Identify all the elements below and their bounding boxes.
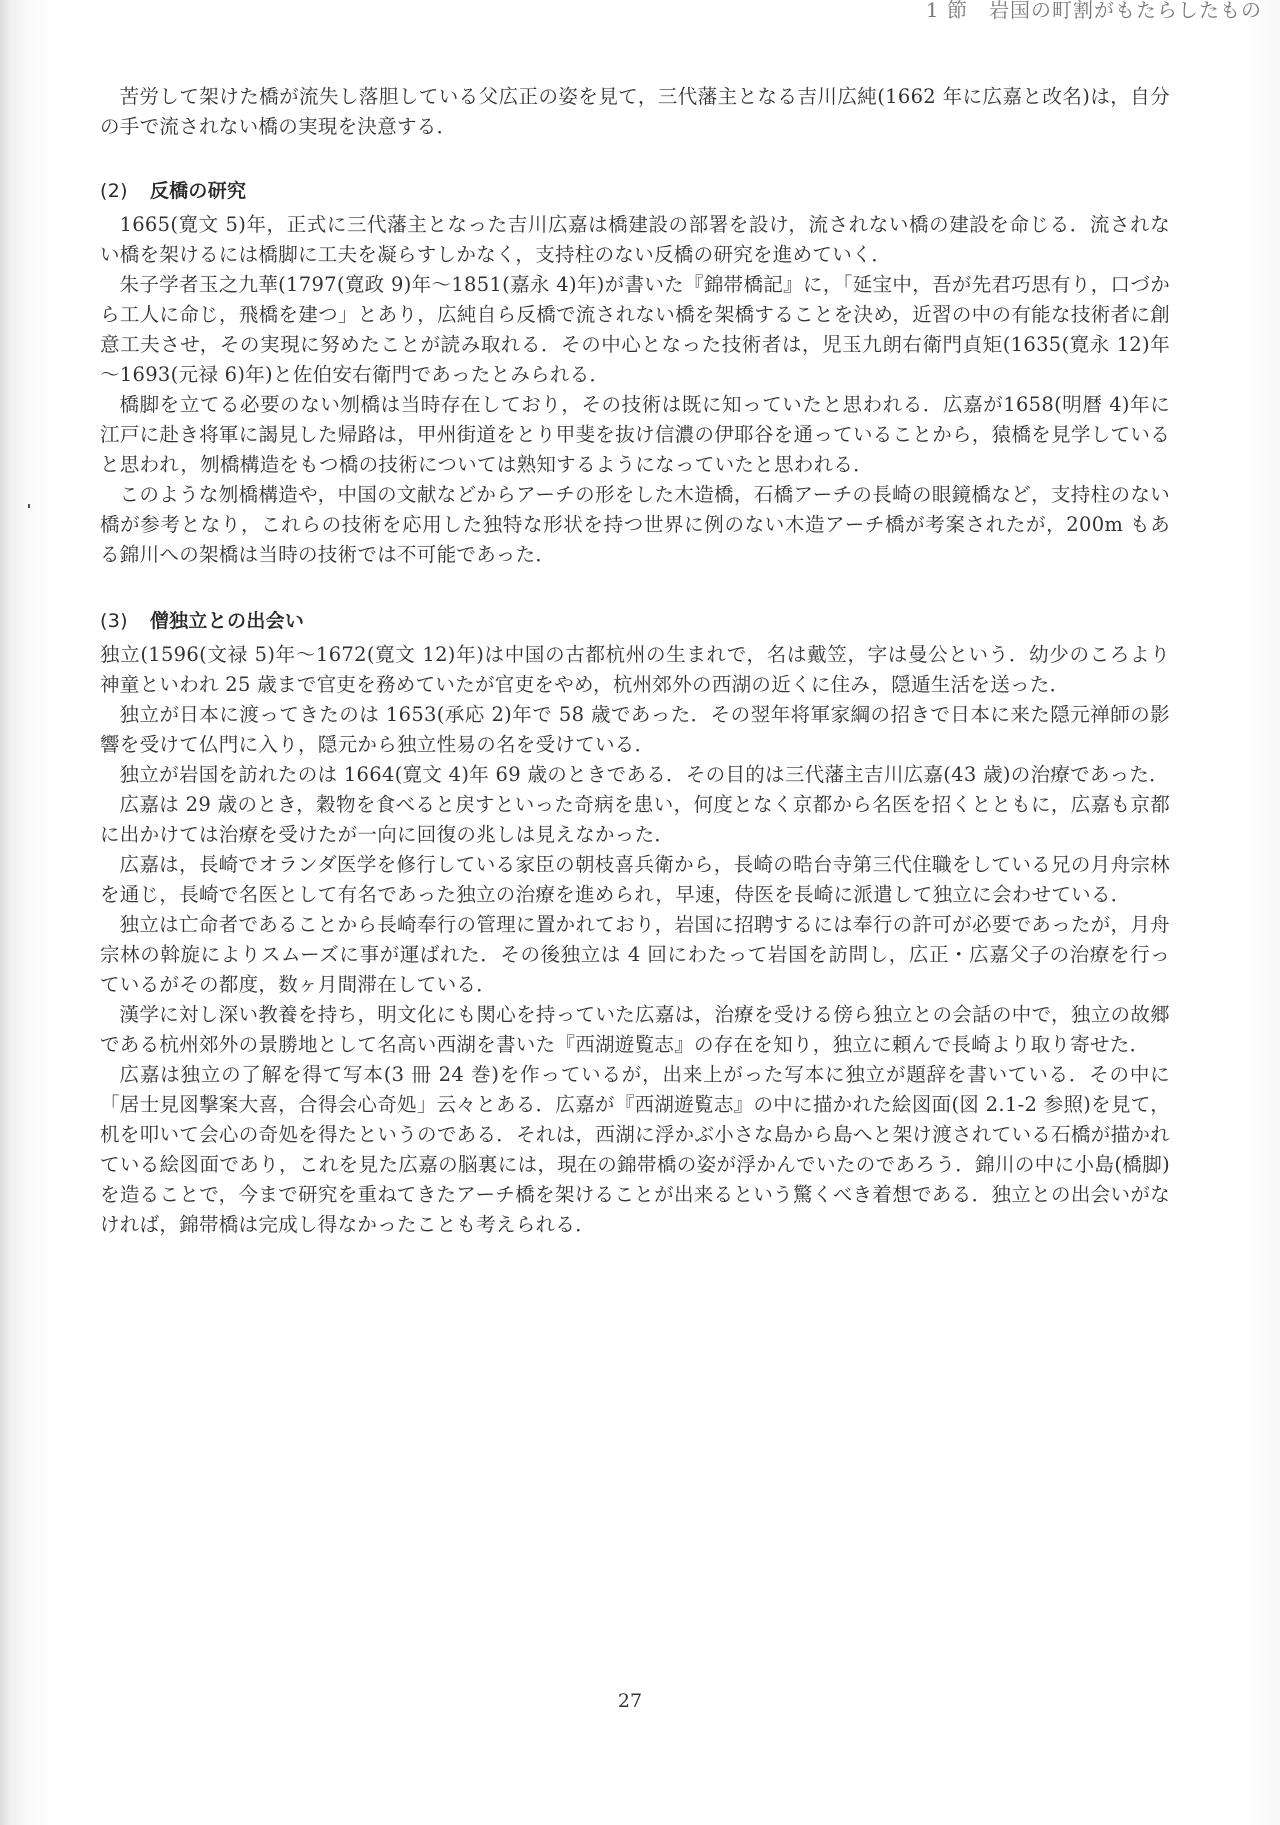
section-heading-2 xyxy=(100,176,1170,206)
section3-paragraph-8: 広嘉は独立の了解を得て写本(3 冊 24 巻)を作っているが，出来上がった写本に独立が題辞を書いている．その中に「居士見図撃案大喜，合得会心奇処」云々とある．広嘉が『西湖遊覧志』の中に描かれた絵図面(図 2.1-2 参照)を見て，机を叩いて会心の奇処を得たというのである．それは，西湖に浮かぶ小さな島から島へと架け渡されている石橋が描かれている絵図面であり，これを見た広嘉の脳裏には，現在の錦帯橋の姿が浮かんでいたのであろう．錦川の中に小島(橋脚)を造ることで，今まで研究を重ねてきたアーチ橋を架けることが出来るという驚くべき着想である．独立との出会いがなければ，錦帯橋は完成し得なかったことも考えられる． xyxy=(100,1063,1170,1236)
section-heading-3 xyxy=(100,606,1170,636)
page-number: 27 xyxy=(617,1690,643,1712)
margin-mark xyxy=(28,504,30,508)
section3-paragraph-3: 独立が岩国を訪れたのは 1664(寛文 4)年 69 歳のときである．その目的は三代藩主吉川広嘉(43 歳)の治療であった． xyxy=(119,763,1169,786)
section-title: 僧独立との出会い xyxy=(149,610,305,632)
section3-paragraph-6: 独立は亡命者であることから長崎奉行の管理に置かれており，岩国に招聘するには奉行の許可が必要であったが，月舟宗林の斡旋によりスムーズに事が運ばれた．その後独立は 4 回にわたって岩国を訪問し，広正・広嘉父子の治療を行っているがその都度，数ヶ月間滞在している． xyxy=(100,913,1170,996)
running-header: 1 節 岩国の町割がもたらしたもの xyxy=(925,0,1262,22)
section2-paragraph-4: このような刎橋構造や，中国の文献などからアーチの形をした木造橋，石橋アーチの長崎の眼鏡橋など，支持柱のない橋が参考となり，これらの技術を応用した独特な形状を持つ世界に例のない木造アーチ橋が考案されたが，200m もある錦川への架橋は当時の技術では不可能であった． xyxy=(100,483,1170,566)
section3-paragraph-7: 漢学に対し深い教養を持ち，明文化にも関心を持っていた広嘉は，治療を受ける傍ら独立との会話の中で，独立の故郷である杭州郊外の景勝地として名高い西湖を書いた『西湖遊覧志』の存在を知り，独立に頼んで長崎より取り寄せた． xyxy=(100,1003,1170,1056)
section3-paragraph-4: 広嘉は 29 歳のとき，穀物を食べると戻すといった奇病を患い，何度となく京都から名医を招くとともに，広嘉も京都に出かけては治療を受けたが一向に回復の兆しは見えなかった． xyxy=(100,793,1170,846)
section3-paragraph-5: 広嘉は，長崎でオランダ医学を修行している家臣の朝枝喜兵衛から，長崎の晧台寺第三代住職をしている兄の月舟宗林を通じ，長崎で名医として有名であった独立の治療を進められ，早速，侍医を長崎に派遣して独立に会わせている． xyxy=(100,853,1170,906)
section2-paragraph-2: 朱子学者玉之九華(1797(寛政 9)年～1851(嘉永 4)年)が書いた『錦帯橋記』に，「延宝中，吾が先君巧思有り，口づから工人に命じ，飛橋を建つ」とあり，広純自ら反橋で流されない橋を架橋することを決め，近習の中の有能な技術者に創意工夫させ，その実現に努めたことが読み取れる．その中心となった技術者は，児玉九朗右衛門貞矩(1635(寛永 12)年～1693(元禄 6)年)と佐伯安右衛門であったとみられる． xyxy=(100,273,1170,386)
section2-paragraph-3: 橋脚を立てる必要のない刎橋は当時存在しており，その技術は既に知っていたと思われる．広嘉が1658(明暦 4)年に江戸に赴き将軍に謁見した帰路は，甲州街道をとり甲斐を抜け信濃の伊耶谷を通っていることから，猿橋を見学していると思われ，刎橋構造をもつ橋の技術については熟知するようになっていたと思われる． xyxy=(100,393,1170,476)
section-title: 反橋の研究 xyxy=(149,180,247,202)
section-number: (3) xyxy=(100,610,128,632)
body-text xyxy=(100,82,1170,1240)
section3-paragraph-1: 独立(1596(文禄 5)年～1672(寛文 12)年)は中国の古都杭州の生まれで，名は戴笠，字は曼公という．幼少のころより神童といわれ 25 歳まで官吏を務めていたが官吏をやめ，杭州郊外の西湖の近くに住み，隠遁生活を送った． xyxy=(100,643,1170,696)
section2-paragraph-1: 1665(寛文 5)年，正式に三代藩主となった吉川広嘉は橋建設の部署を設け，流されない橋の建設を命じる．流されない橋を架けるには橋脚に工夫を凝らすしかなく，支持柱のない反橋の研究を進めていく． xyxy=(100,213,1170,266)
section-number: (2) xyxy=(100,180,128,202)
section3-paragraph-2: 独立が日本に渡ってきたのは 1653(承応 2)年で 58 歳であった．その翌年将軍家綱の招きで日本に来た隠元禅師の影響を受けて仏門に入り，隠元から独立性易の名を受けている． xyxy=(100,703,1170,756)
intro-paragraph: 苦労して架けた橋が流失し落胆している父広正の姿を見て，三代藩主となる吉川広純(1662 年に広嘉と改名)は，自分の手で流されない橋の実現を決意する． xyxy=(100,85,1170,138)
